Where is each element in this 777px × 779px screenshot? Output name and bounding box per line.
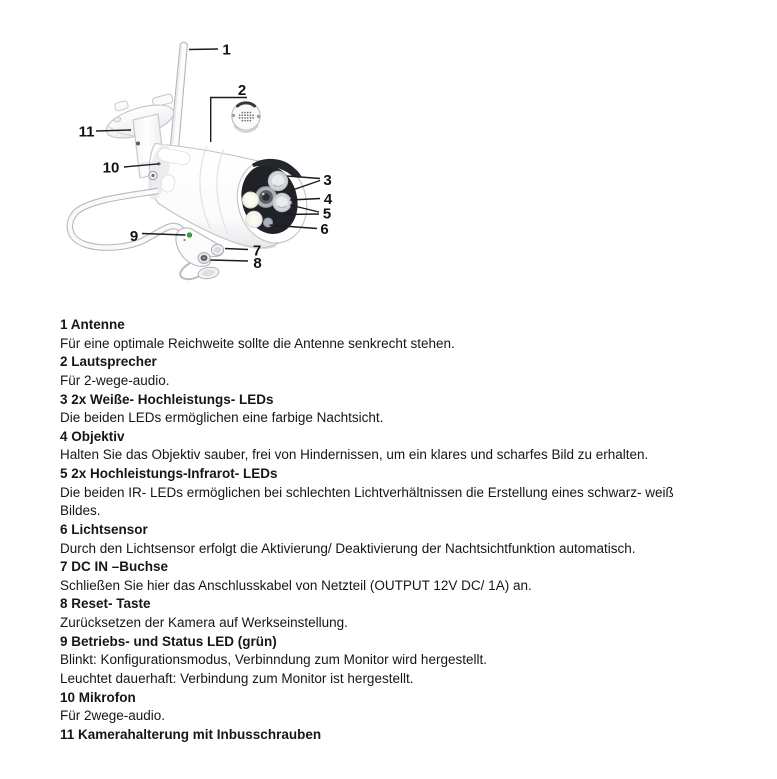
callout-6-light-sensor: 6 [320, 221, 329, 238]
section-line: Halten Sie das Objektiv sauber, frei von Hindernissen, um ein klares und scharfes Bild zu erhalten. [60, 447, 649, 463]
rubber-cap [197, 266, 219, 280]
infrared-led-left [243, 192, 259, 208]
section-heading: 11 Kamerahalterung mit Inbusschrauben [60, 726, 322, 742]
infrared-led-bottom [246, 211, 262, 227]
callout-11-mount: 11 [78, 123, 95, 141]
antenna [170, 42, 187, 147]
callout-8-reset: 8 [253, 255, 262, 272]
section-heading: 6 Lichtsensor [60, 521, 148, 537]
white-led-top [268, 171, 287, 190]
section-heading: 5 2x Hochleistungs-Infrarot- LEDs [60, 466, 278, 481]
section-line: Leuchtet dauerhaft: Verbindung zum Monitor ist hergestellt. [60, 670, 414, 686]
section-line: Zurücksetzen der Kamera auf Werkseinstellung. [60, 615, 348, 630]
allen-screw [136, 142, 140, 146]
dc-in-port [212, 244, 224, 255]
section-line: Die beiden IR- LEDs ermöglichen bei schlechten Lichtverhältnissen die Erstellung eines schwarz- weiß [60, 484, 674, 500]
section-heading: 2 Lautsprecher [60, 354, 157, 370]
speaker-screw-right [257, 115, 260, 118]
reset-port [198, 253, 210, 264]
manual-text [60, 316, 740, 744]
section-line: Die beiden LEDs ermöglichen eine farbige Nachtsicht. [60, 410, 384, 426]
status-led [187, 233, 192, 238]
section-heading: 10 Mikrofon [60, 689, 136, 705]
callout-4-lens: 4 [323, 191, 333, 208]
camera-diagram [0, 0, 777, 305]
section-line: Für 2-wege-audio. [60, 372, 170, 388]
callout-10-microphone: 10 [102, 159, 120, 177]
camera-illustration [0, 0, 777, 305]
callout-3-white-leds: 3 [323, 172, 332, 189]
section-heading: 8 Reset- Taste [60, 596, 151, 612]
section-heading: 7 DC IN –Buchse [60, 559, 169, 575]
section-line: Blinkt: Konfigurationsmodus, Verbinndung zum Monitor wird hergestellt. [60, 652, 487, 668]
speaker-screw-left [232, 114, 235, 117]
section-line: Bildes. [60, 503, 101, 519]
callout-2-speaker: 2 [237, 82, 247, 99]
section-heading: 3 2x Weiße- Hochleistungs- LEDs [60, 391, 274, 407]
section-line: Durch den Lichtsensor erfolgt die Aktivierung/ Deaktivierung der Nachtsichtfunktion automatisch. [60, 540, 636, 556]
section-line: Für 2wege-audio. [60, 708, 166, 724]
section-heading: 1 Antenne [60, 317, 125, 332]
callout-9-status-led: 9 [129, 228, 139, 245]
callout-7-dc-in: 7 [252, 242, 262, 260]
section-heading: 4 Objektiv [60, 428, 125, 444]
section-line: Schließen Sie hier das Anschlusskabel von Netzteil (OUTPUT 12V DC/ 1A) an. [60, 577, 532, 593]
speaker-inset [232, 102, 260, 132]
section-line: Für eine optimale Reichweite sollte die Antenne senkrecht stehen. [60, 335, 455, 351]
callout-1-antenna: 1 [222, 41, 231, 59]
section-heading: 9 Betriebs- und Status LED (grün) [60, 633, 277, 649]
callout-5-ir-leds: 5 [322, 205, 332, 223]
white-led-right [273, 193, 291, 211]
